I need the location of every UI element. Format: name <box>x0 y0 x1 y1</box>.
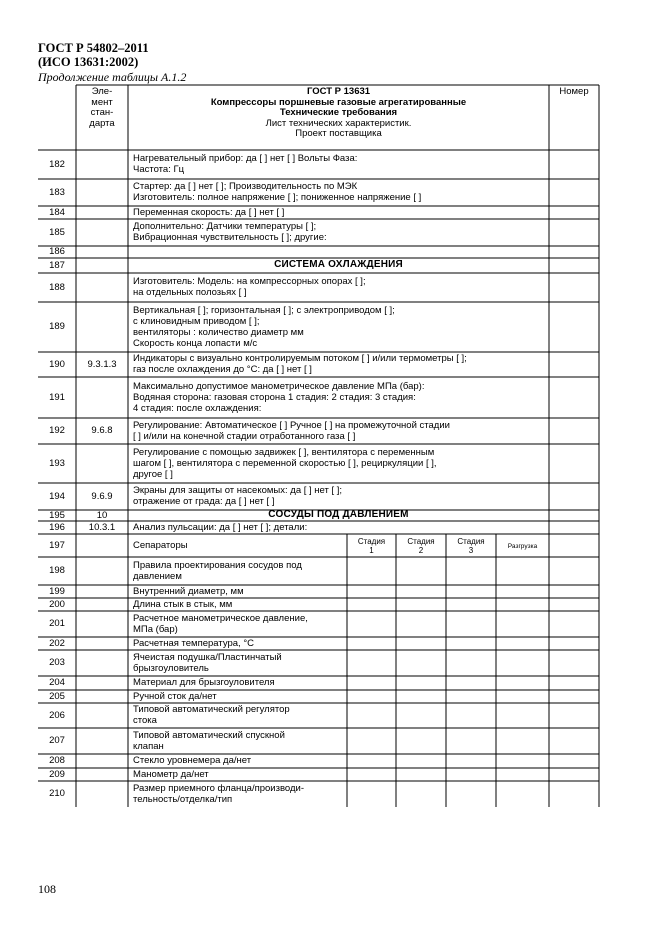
table-continuation-label: Продолжение таблицы А.1.2 <box>38 70 187 84</box>
row-number: 198 <box>49 565 65 576</box>
description-line: 4 стадия: после охлаждения: <box>133 403 262 415</box>
row-number: 202 <box>49 637 65 649</box>
row-description <box>133 522 307 533</box>
description-line: Внутренний диаметр, мм <box>133 585 244 597</box>
stage-1-header: Стадия 1 <box>357 537 386 555</box>
row-number: 186 <box>49 246 65 257</box>
description-line: Регулирование с помощью задвижек [ ], вентилятора с переменным <box>133 446 435 458</box>
row-description <box>133 560 302 582</box>
row-number: 193 <box>49 457 65 469</box>
row-standard-ref: 10 <box>96 509 108 521</box>
row-number: 189 <box>49 321 65 332</box>
row-description <box>133 599 232 610</box>
description-line: Дополнительно: Датчики температуры [ ]; <box>133 221 317 233</box>
row-description <box>133 276 366 298</box>
row-number: 183 <box>49 186 65 198</box>
description-line: другое [ ] <box>133 469 173 481</box>
row-description <box>133 207 284 218</box>
description-line: отражение от града: да [ ] нет [ ] <box>133 496 275 508</box>
row-description <box>133 755 251 766</box>
row-number: 182 <box>49 158 65 170</box>
row-description <box>133 730 285 752</box>
row-description <box>133 381 424 415</box>
description-line: шагом [ ], вентилятора с переменной скоростью [ ], рециркуляции [ ], <box>133 457 437 469</box>
description-line: газ после охлаждения до °С: да [ ] нет [ ] <box>133 364 312 376</box>
page-number: 108 <box>38 882 56 896</box>
description-line: Сепараторы <box>133 539 188 551</box>
row-description <box>133 613 308 635</box>
description-line: Вибрационная чувствительность [ ]; другие: <box>133 232 327 244</box>
description-line: Правила проектирования сосудов под <box>133 559 302 571</box>
description-line: клапан <box>133 740 164 752</box>
row-number: 196 <box>49 521 65 533</box>
row-description <box>133 704 290 726</box>
row-number: 194 <box>49 490 65 502</box>
row-number: 197 <box>49 539 65 551</box>
description-line: Расчетное манометрическое давление, <box>133 612 308 624</box>
description-line: с клиновидным приводом [ ]; <box>133 315 260 327</box>
description-line: Экраны для защиты от насекомых: да [ ] нет [ ]; <box>133 485 343 497</box>
column-header-element: Эле- мент стан- дарта <box>89 86 115 129</box>
description-line: на отдельных полозьях [ ] <box>133 287 247 299</box>
row-standard-ref: 9.3.1.3 <box>87 358 117 370</box>
row-number: 195 <box>49 509 65 521</box>
row-number: 208 <box>49 755 65 766</box>
row-description <box>133 353 467 375</box>
section-title: СОСУДЫ ПОД ДАВЛЕНИЕМ <box>268 509 409 520</box>
row-number: 199 <box>49 585 65 597</box>
row-description <box>133 153 357 175</box>
row-number: 192 <box>49 425 65 436</box>
description-line: Стекло уровнемера да/нет <box>133 755 252 767</box>
row-number: 204 <box>49 677 65 688</box>
row-number: 207 <box>49 735 65 746</box>
row-number: 184 <box>49 206 65 218</box>
row-description <box>133 221 327 243</box>
row-description <box>133 420 450 442</box>
description-line: Изготовитель: полное напряжение [ ]; пониженное напряжение [ ] <box>133 192 422 204</box>
row-number: 206 <box>49 709 65 721</box>
column-header-number: Номер <box>559 86 589 97</box>
row-description <box>133 652 282 674</box>
row-standard-ref: 9.6.9 <box>91 490 113 502</box>
row-number: 187 <box>49 259 65 271</box>
doc-iso-reference: (ИСО 13631:2002) <box>38 55 139 69</box>
column-header-spec: ГОСТ Р 13631 Компрессоры поршневые газовые агрегатированные Технические требования Лист технических характеристик. Проект поставщика <box>210 86 467 140</box>
description-line: Частота: Гц <box>133 164 185 176</box>
row-number: 201 <box>49 618 65 629</box>
description-line: Индикаторы с визуально контролируемым потоком [ ] и/или термометры [ ]; <box>133 353 467 365</box>
row-description <box>133 586 244 597</box>
description-line: брызгоуловитель <box>133 662 209 674</box>
description-line: Водяная сторона: газовая сторона 1 стадия: 2 стадия: 3 стадия: <box>133 391 416 403</box>
row-description <box>133 769 209 780</box>
description-line: Регулирование: Автоматическое [ ] Ручное [ ] на промежуточной стадии <box>133 419 450 431</box>
row-description <box>133 540 188 551</box>
description-line: Размер приемного фланца/производи- <box>133 782 304 794</box>
row-description <box>133 677 275 688</box>
description-line: Типовой автоматический регулятор <box>133 704 290 716</box>
description-line: Длина стык в стык, мм <box>133 598 233 610</box>
row-description <box>133 447 437 481</box>
row-description <box>133 691 217 702</box>
description-line: [ ] и/или на конечной стадии отработанного газа [ ] <box>133 430 356 442</box>
section-title: СИСТЕМА ОХЛАЖДЕНИЯ <box>274 259 403 270</box>
row-description <box>133 305 395 350</box>
description-line: Нагревательный прибор: да [ ] нет [ ] Вольты Фаза: <box>133 153 358 165</box>
description-line: Стартер: да [ ] нет [ ]; Производительность по МЭК <box>133 181 358 193</box>
stage-3-header: Стадия 3 <box>457 537 485 555</box>
description-line: Ручной сток да/нет <box>133 690 217 702</box>
row-number: 209 <box>49 768 65 780</box>
description-line: МПа (бар) <box>133 623 178 635</box>
description-line: Манометр да/нет <box>133 768 209 780</box>
description-line: Переменная скорость: да [ ] нет [ ] <box>133 206 285 218</box>
unload-header: Разгрузка <box>507 543 538 550</box>
row-number: 188 <box>49 281 65 293</box>
row-description <box>133 181 421 203</box>
description-line: Материал для брызгоуловителя <box>133 677 275 689</box>
stage-2-header: Стадия 2 <box>407 537 435 555</box>
description-line: стока <box>133 715 157 727</box>
description-line: Максимально допустимое манометрическое давление МПа (бар): <box>133 380 425 392</box>
row-number: 185 <box>49 226 65 238</box>
description-line: Изготовитель: Модель: на компрессорных опорах [ ]; <box>133 276 366 288</box>
description-line: тельность/отделка/тип <box>133 793 233 805</box>
row-description <box>133 485 342 507</box>
row-number: 203 <box>49 657 65 668</box>
description-line: давлением <box>133 570 182 582</box>
row-number: 205 <box>49 690 65 702</box>
row-number: 210 <box>49 788 65 799</box>
row-number: 191 <box>49 391 65 403</box>
row-number: 200 <box>49 598 65 610</box>
description-line: Анализ пульсации: да [ ] нет [ ]; детали: <box>133 521 308 533</box>
row-number: 190 <box>49 358 65 370</box>
row-description <box>133 638 254 649</box>
row-description <box>133 783 304 805</box>
description-line: Типовой автоматический спускной <box>133 729 285 741</box>
description-line: вентиляторы : количество диаметр мм <box>133 326 304 338</box>
description-line: Расчетная температура, °С <box>133 637 254 649</box>
description-line: Вертикальная [ ]; горизонтальная [ ]; с электроприводом [ ]; <box>133 304 395 316</box>
description-line: Скорость конца лопасти м/с <box>133 338 258 350</box>
row-standard-ref: 10.3.1 <box>88 521 116 533</box>
row-standard-ref: 9.6.8 <box>91 425 113 436</box>
description-line: Ячеистая подушка/Пластинчатый <box>133 651 282 663</box>
doc-standard-title: ГОСТ Р 54802–2011 <box>38 41 149 55</box>
